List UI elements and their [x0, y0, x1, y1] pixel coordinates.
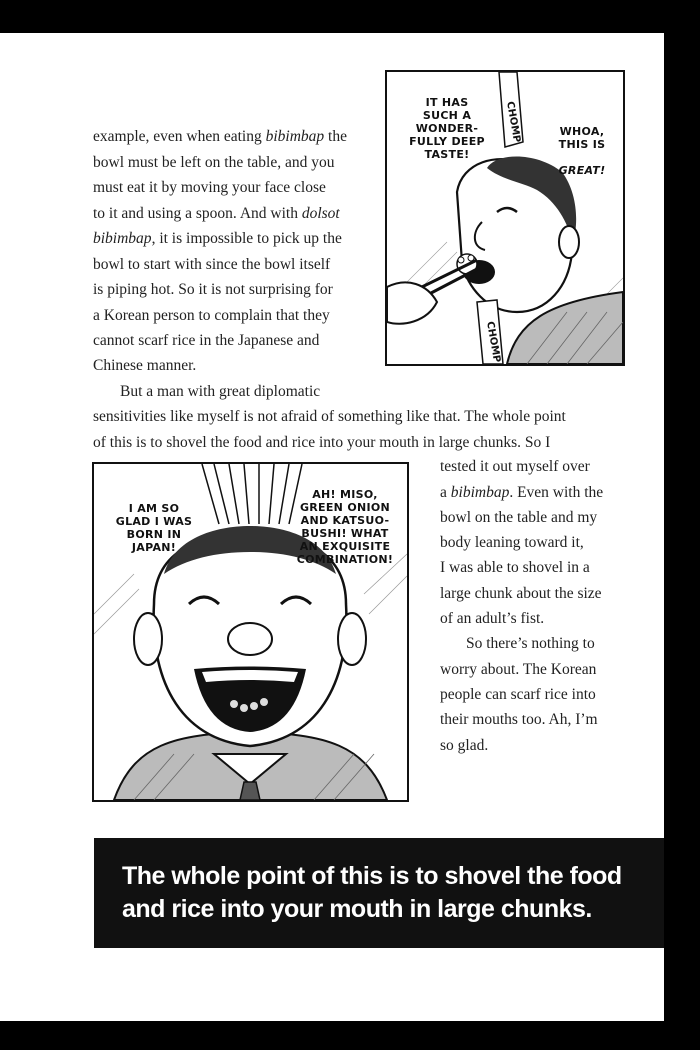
text-line-15: a bibimbap. Even with the	[440, 484, 604, 501]
text-line-22: worry about. The Korean	[440, 661, 597, 678]
text-line-9: cannot scarf rice in the Japanese and	[93, 332, 320, 349]
text-line-19: large chunk about the size	[440, 585, 602, 602]
text-line-17: body leaning toward it,	[440, 534, 584, 551]
sfx-chomp-top: CHOMP	[504, 100, 523, 144]
text-line-12: sensitivities like myself is not afraid of something like that. The whole point	[93, 408, 566, 425]
text-line-18: I was able to shovel in a	[440, 559, 590, 576]
speech-bubble-whoa-text: WHOA, THIS IS	[558, 125, 606, 151]
speech-bubble-deep-taste: IT HAS SUCH A WONDER- FULLY DEEP TASTE!	[409, 96, 485, 161]
text-line-21: So there’s nothing to	[466, 635, 595, 652]
text-line-23: people can scarf rice into	[440, 686, 596, 703]
speech-bubble-born-in-japan: I AM SO GLAD I WAS BORN IN JAPAN!	[115, 502, 193, 554]
text-line-10: Chinese manner.	[93, 357, 197, 374]
text-line-5: bibimbap, it is impossible to pick up the	[93, 230, 342, 247]
text-line-13: of this is to shovel the food and rice into your mouth in large chunks. So I	[93, 434, 551, 451]
text-line-4: to it and using a spoon. And with dolsot	[93, 205, 340, 222]
text-line-16: bowl on the table and my	[440, 509, 598, 526]
speech-bubble-great-text: GREAT!	[558, 164, 606, 177]
text-line-6: bowl to start with since the bowl itself	[93, 256, 331, 273]
manga-panel-eating	[385, 70, 625, 366]
pull-quote-text	[122, 860, 652, 926]
pull-quote-line-1: The whole point of this is to shovel the food	[122, 862, 622, 890]
text-line-7: is piping hot. So it is not surprising for	[93, 281, 333, 298]
text-line-11: But a man with great diplomatic	[120, 383, 321, 400]
speech-bubble-whoa	[547, 112, 617, 177]
manga-panel-smiling	[92, 462, 409, 802]
pull-quote-line-2: and rice into your mouth in large chunks.	[122, 895, 592, 923]
pull-quote-banner	[94, 838, 664, 948]
text-line-1: example, even when eating bibimbap the	[93, 128, 347, 145]
text-line-8: a Korean person to complain that they	[93, 307, 330, 324]
text-line-3: must eat it by moving your face close	[93, 179, 326, 196]
text-line-24: their mouths too. Ah, I’m	[440, 711, 598, 728]
text-line-25: so glad.	[440, 737, 489, 754]
text-line-14: tested it out myself over	[440, 458, 590, 475]
text-line-2: bowl must be left on the table, and you	[93, 154, 335, 171]
text-line-20: of an adult’s fist.	[440, 610, 545, 627]
speech-bubble-miso-combination: AH! MISO, GREEN ONION AND KATSUO- BUSHI! WHAT AN EXQUISITE COMBINATION!	[296, 488, 394, 566]
sfx-chomp-bottom: CHOMP	[484, 320, 503, 364]
